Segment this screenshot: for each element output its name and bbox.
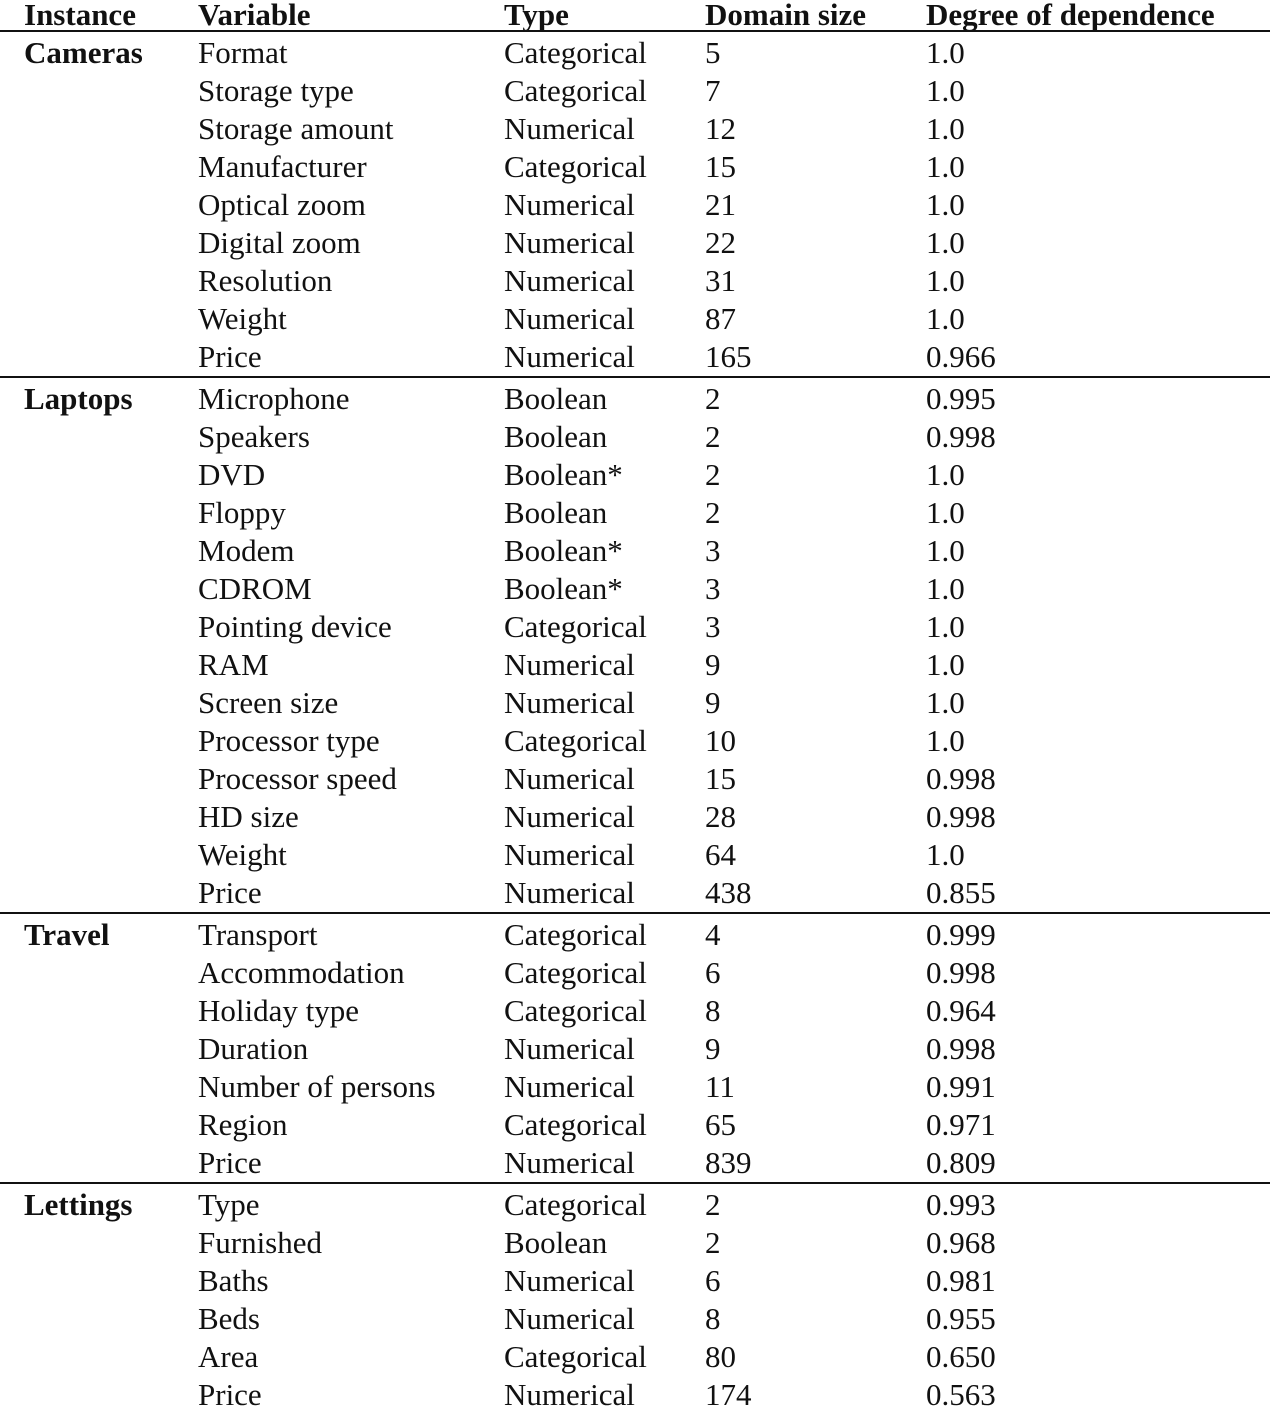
header-degree: Degree of dependence [926, 0, 1215, 32]
variable-cell: Price [198, 1145, 262, 1180]
type-cell: Numerical [504, 1145, 635, 1180]
table-row [0, 72, 1270, 110]
domain-size-cell: 9 [705, 685, 721, 720]
type-cell: Boolean [504, 381, 608, 416]
instance-cell [0, 338, 198, 377]
type-cell: Categorical [504, 609, 647, 644]
domain-size-cell: 839 [705, 1145, 752, 1180]
table-row [0, 1106, 1270, 1144]
table-row [0, 836, 1270, 874]
table-row [0, 570, 1270, 608]
table-row [0, 494, 1270, 532]
group-travel [0, 913, 1270, 1183]
domain-size-cell: 21 [705, 187, 736, 222]
domain-size-cell: 5 [705, 35, 721, 70]
degree-cell: 1.0 [926, 263, 965, 298]
degree-cell: 1.0 [926, 457, 965, 492]
header-variable: Variable [198, 0, 311, 32]
table-row [0, 646, 1270, 684]
degree-cell: 1.0 [926, 685, 965, 720]
variable-cell: Processor speed [198, 761, 397, 796]
variable-cell: RAM [198, 647, 269, 682]
instance-cell [0, 992, 198, 1030]
domain-size-cell: 15 [705, 149, 736, 184]
degree-cell: 0.968 [926, 1225, 996, 1260]
domain-size-cell: 31 [705, 263, 736, 298]
degree-cell: 0.998 [926, 419, 996, 454]
degree-cell: 0.966 [926, 339, 996, 374]
domain-size-cell: 3 [705, 571, 721, 606]
domain-size-cell: 174 [705, 1377, 752, 1412]
instance-cell [0, 148, 198, 186]
variable-cell: Weight [198, 301, 287, 336]
instance-cell [0, 722, 198, 760]
instance-cell: Travel [24, 917, 110, 952]
instance-cell [0, 836, 198, 874]
table-row [0, 1030, 1270, 1068]
table-row [0, 300, 1270, 338]
type-cell: Numerical [504, 263, 635, 298]
degree-cell: 0.809 [926, 1145, 996, 1180]
type-cell: Categorical [504, 149, 647, 184]
instance-cell [0, 874, 198, 913]
variable-cell: Area [198, 1339, 259, 1374]
table-row [0, 224, 1270, 262]
instance-cell [0, 1224, 198, 1262]
type-cell: Numerical [504, 685, 635, 720]
table-row [0, 148, 1270, 186]
type-cell: Numerical [504, 1301, 635, 1336]
instance-cell [0, 684, 198, 722]
table-row [0, 31, 1270, 72]
instance-cell [0, 798, 198, 836]
domain-size-cell: 6 [705, 1263, 721, 1298]
domain-size-cell: 2 [705, 1187, 721, 1222]
table-row [0, 186, 1270, 224]
type-cell: Categorical [504, 723, 647, 758]
domain-size-cell: 2 [705, 381, 721, 416]
variable-cell: Price [198, 875, 262, 910]
instance-cell [0, 110, 198, 148]
table-row [0, 1144, 1270, 1183]
variable-cell: DVD [198, 457, 266, 492]
variable-cell: Digital zoom [198, 225, 361, 260]
instance-cell [0, 532, 198, 570]
degree-cell: 1.0 [926, 571, 965, 606]
degree-cell: 0.971 [926, 1107, 996, 1142]
variable-cell: Price [198, 1377, 262, 1412]
degree-cell: 1.0 [926, 73, 965, 108]
type-cell: Categorical [504, 955, 647, 990]
instance-cell [0, 494, 198, 532]
table-row [0, 338, 1270, 377]
degree-cell: 0.998 [926, 1031, 996, 1066]
instance-cell [0, 72, 198, 110]
instance-cell [0, 1376, 198, 1414]
table-header [0, 0, 1270, 31]
type-cell: Numerical [504, 339, 635, 374]
domain-size-cell: 4 [705, 917, 721, 952]
degree-cell: 1.0 [926, 647, 965, 682]
type-cell: Numerical [504, 761, 635, 796]
instance-cell [0, 418, 198, 456]
domain-size-cell: 65 [705, 1107, 736, 1142]
domain-size-cell: 2 [705, 457, 721, 492]
variable-cell: HD size [198, 799, 299, 834]
variable-cell: Format [198, 35, 288, 70]
domain-size-cell: 2 [705, 495, 721, 530]
instance-cell [0, 262, 198, 300]
degree-cell: 1.0 [926, 837, 965, 872]
degree-cell: 0.993 [926, 1187, 996, 1222]
instance-cell [0, 1068, 198, 1106]
instance-cell: Lettings [24, 1187, 133, 1222]
degree-cell: 1.0 [926, 187, 965, 222]
domain-size-cell: 22 [705, 225, 736, 260]
domain-size-cell: 9 [705, 1031, 721, 1066]
header-instance: Instance [24, 0, 136, 32]
degree-cell: 0.964 [926, 993, 996, 1028]
degree-cell: 0.563 [926, 1377, 996, 1412]
table-row [0, 874, 1270, 913]
degree-cell: 1.0 [926, 609, 965, 644]
type-cell: Boolean [504, 495, 608, 530]
table-row [0, 1262, 1270, 1300]
degree-cell: 0.998 [926, 955, 996, 990]
table-row [0, 1376, 1270, 1414]
table-row [0, 1183, 1270, 1224]
domain-size-cell: 87 [705, 301, 736, 336]
header-domain-size: Domain size [705, 0, 867, 32]
instance-cell [0, 1030, 198, 1068]
table-row [0, 798, 1270, 836]
variable-cell: Furnished [198, 1225, 322, 1260]
domain-size-cell: 3 [705, 609, 721, 644]
degree-cell: 1.0 [926, 533, 965, 568]
instance-cell [0, 186, 198, 224]
variable-cell: Number of persons [198, 1069, 436, 1104]
variable-cell: Resolution [198, 263, 333, 298]
type-cell: Numerical [504, 187, 635, 222]
variable-cell: Floppy [198, 495, 286, 530]
degree-cell: 0.650 [926, 1339, 996, 1374]
domain-size-cell: 11 [705, 1069, 735, 1104]
group-lettings [0, 1183, 1270, 1414]
type-cell: Categorical [504, 35, 647, 70]
type-cell: Categorical [504, 73, 647, 108]
group-laptops [0, 377, 1270, 913]
instance-cell [0, 608, 198, 646]
type-cell: Numerical [504, 799, 635, 834]
variable-cell: Beds [198, 1301, 260, 1336]
instance-cell [0, 1262, 198, 1300]
instance-cell [0, 300, 198, 338]
type-cell: Categorical [504, 1107, 647, 1142]
instance-cell [0, 954, 198, 992]
instance-cell [0, 1106, 198, 1144]
header-row [0, 0, 1270, 31]
table-row [0, 684, 1270, 722]
domain-size-cell: 8 [705, 1301, 721, 1336]
type-cell: Numerical [504, 1069, 635, 1104]
table-row [0, 110, 1270, 148]
variable-cell: Accommodation [198, 955, 405, 990]
instance-cell [0, 456, 198, 494]
type-cell: Numerical [504, 1377, 635, 1412]
degree-cell: 0.995 [926, 381, 996, 416]
degree-cell: 0.999 [926, 917, 996, 952]
domain-size-cell: 2 [705, 1225, 721, 1260]
domain-size-cell: 80 [705, 1339, 736, 1374]
variable-cell: Transport [198, 917, 318, 952]
instance-cell [0, 1144, 198, 1183]
type-cell: Boolean [504, 1225, 608, 1260]
table-row [0, 532, 1270, 570]
variable-cell: Storage type [198, 73, 354, 108]
degree-cell: 1.0 [926, 111, 965, 146]
type-cell: Boolean* [504, 533, 623, 568]
domain-size-cell: 9 [705, 647, 721, 682]
table-row [0, 1300, 1270, 1338]
table-row [0, 262, 1270, 300]
variable-cell: Optical zoom [198, 187, 366, 222]
instance-cell [0, 570, 198, 608]
domain-size-cell: 7 [705, 73, 721, 108]
variable-cell: CDROM [198, 571, 312, 606]
table-row [0, 608, 1270, 646]
domain-size-cell: 64 [705, 837, 736, 872]
domain-size-cell: 6 [705, 955, 721, 990]
table-row [0, 377, 1270, 418]
type-cell: Categorical [504, 1187, 647, 1222]
table-row [0, 456, 1270, 494]
type-cell: Numerical [504, 1263, 635, 1298]
domain-size-cell: 12 [705, 111, 736, 146]
type-cell: Categorical [504, 917, 647, 952]
degree-cell: 0.998 [926, 761, 996, 796]
domain-size-cell: 2 [705, 419, 721, 454]
header-type: Type [504, 0, 569, 32]
instance-cell [0, 1300, 198, 1338]
type-cell: Boolean* [504, 571, 623, 606]
instance-cell: Laptops [24, 381, 133, 416]
variable-cell: Duration [198, 1031, 309, 1066]
table-row [0, 1338, 1270, 1376]
table-row [0, 1068, 1270, 1106]
type-cell: Numerical [504, 111, 635, 146]
variable-cell: Microphone [198, 381, 350, 416]
degree-cell: 1.0 [926, 723, 965, 758]
instance-cell [0, 646, 198, 684]
type-cell: Numerical [504, 837, 635, 872]
type-cell: Numerical [504, 647, 635, 682]
type-cell: Categorical [504, 993, 647, 1028]
group-cameras [0, 31, 1270, 377]
variable-cell: Pointing device [198, 609, 392, 644]
variable-cell: Screen size [198, 685, 339, 720]
variable-cell: Speakers [198, 419, 310, 454]
degree-cell: 0.855 [926, 875, 996, 910]
degree-cell: 1.0 [926, 225, 965, 260]
domain-size-cell: 15 [705, 761, 736, 796]
type-cell: Categorical [504, 1339, 647, 1374]
table-row [0, 992, 1270, 1030]
type-cell: Numerical [504, 875, 635, 910]
variable-cell: Type [198, 1187, 260, 1222]
type-cell: Numerical [504, 301, 635, 336]
domain-size-cell: 28 [705, 799, 736, 834]
variable-cell: Storage amount [198, 111, 394, 146]
domain-size-cell: 438 [705, 875, 752, 910]
instance-cell [0, 1338, 198, 1376]
domain-size-cell: 165 [705, 339, 752, 374]
type-cell: Numerical [504, 1031, 635, 1066]
table-row [0, 418, 1270, 456]
table-row [0, 1224, 1270, 1262]
variable-cell: Region [198, 1107, 288, 1142]
degree-cell: 0.981 [926, 1263, 996, 1298]
table-row [0, 722, 1270, 760]
variable-cell: Processor type [198, 723, 380, 758]
degree-cell: 0.955 [926, 1301, 996, 1336]
instance-cell [0, 224, 198, 262]
domain-size-cell: 8 [705, 993, 721, 1028]
domain-size-cell: 10 [705, 723, 736, 758]
table-row [0, 954, 1270, 992]
domain-size-cell: 3 [705, 533, 721, 568]
type-cell: Numerical [504, 225, 635, 260]
table-row [0, 760, 1270, 798]
degree-cell: 1.0 [926, 35, 965, 70]
variable-cell: Price [198, 339, 262, 374]
degree-cell: 1.0 [926, 301, 965, 336]
variable-cell: Manufacturer [198, 149, 367, 184]
variable-cell: Holiday type [198, 993, 359, 1028]
degree-cell: 0.991 [926, 1069, 996, 1104]
instance-cell: Cameras [24, 35, 143, 70]
degree-cell: 0.998 [926, 799, 996, 834]
degree-cell: 1.0 [926, 495, 965, 530]
variable-cell: Modem [198, 533, 295, 568]
table-row [0, 913, 1270, 954]
type-cell: Boolean* [504, 457, 623, 492]
type-cell: Boolean [504, 419, 608, 454]
variable-cell: Weight [198, 837, 287, 872]
instance-cell [0, 760, 198, 798]
degree-cell: 1.0 [926, 149, 965, 184]
variable-cell: Baths [198, 1263, 269, 1298]
